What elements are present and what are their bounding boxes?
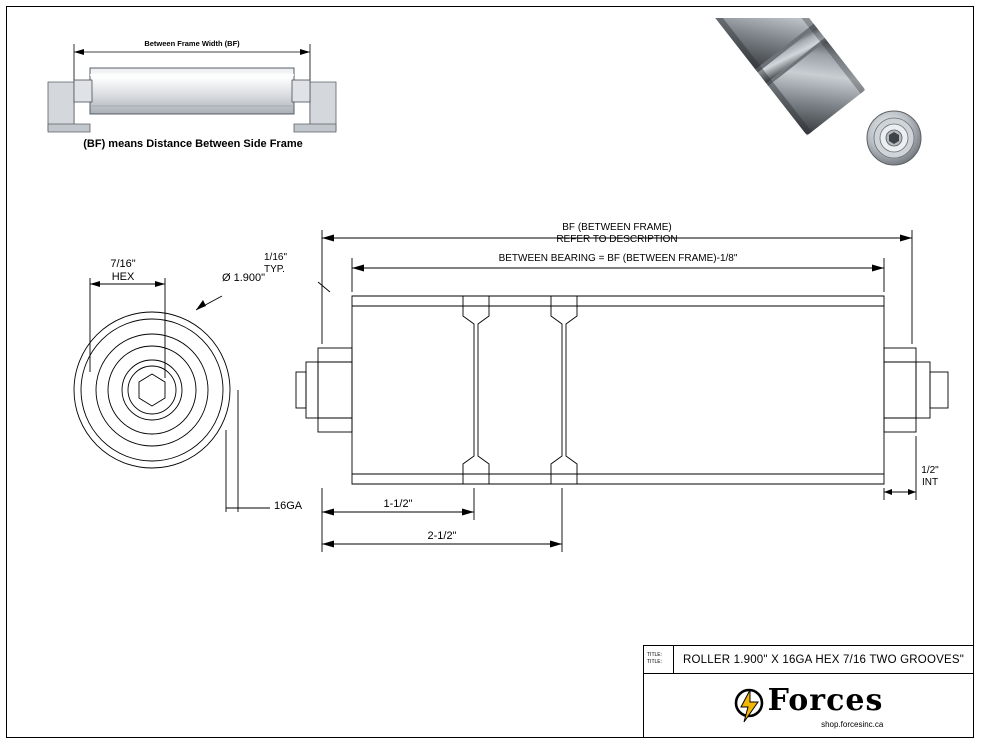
bf-dimension-label-line1: BF (BETWEEN FRAME) — [562, 222, 672, 233]
groove-dimension-1: 1-1/2" — [383, 498, 413, 510]
bf-inset-dimension-label: Between Frame Width (BF) — [144, 39, 240, 48]
title-block — [643, 645, 974, 738]
logo-wordmark: Forces — [767, 683, 884, 718]
roller-3d-render — [712, 18, 960, 188]
between-frame-inset — [38, 20, 348, 160]
title-row — [644, 646, 973, 674]
int-label-line1: 1/2" — [921, 465, 939, 476]
drawing-title: ROLLER 1.900" X 16GA HEX 7/16 TWO GROOVES" — [683, 653, 964, 666]
logo-area — [644, 674, 973, 738]
lightning-bolt-icon — [734, 688, 764, 724]
forces-logo — [734, 683, 884, 729]
int-label-line2: INT — [921, 477, 939, 488]
bf-dimension-label-line2: REFER TO DESCRIPTION — [556, 234, 678, 245]
typ-label-line2: TYP. — [264, 264, 285, 275]
hex-label-line1: 7/16" — [110, 258, 136, 270]
diameter-label: Ø 1.900" — [222, 272, 266, 284]
title-tag — [644, 646, 674, 673]
title-tag-line2: TITLE: — [647, 659, 663, 665]
roller-3d-graphic — [712, 18, 960, 188]
groove-dimension-2: 2-1/2" — [427, 530, 457, 542]
typ-label-line1: 1/16" — [264, 252, 288, 263]
logo-website: shop.forcesinc.ca — [821, 720, 884, 729]
gauge-label: 16GA — [274, 500, 303, 512]
title-tag-line1: TITLE: — [647, 652, 663, 658]
between-bearing-label: BETWEEN BEARING = BF (BETWEEN FRAME)-1/8" — [498, 253, 738, 264]
bf-inset-caption: (BF) means Distance Between Side Frame — [83, 138, 303, 150]
hex-label-line2: HEX — [111, 271, 135, 283]
